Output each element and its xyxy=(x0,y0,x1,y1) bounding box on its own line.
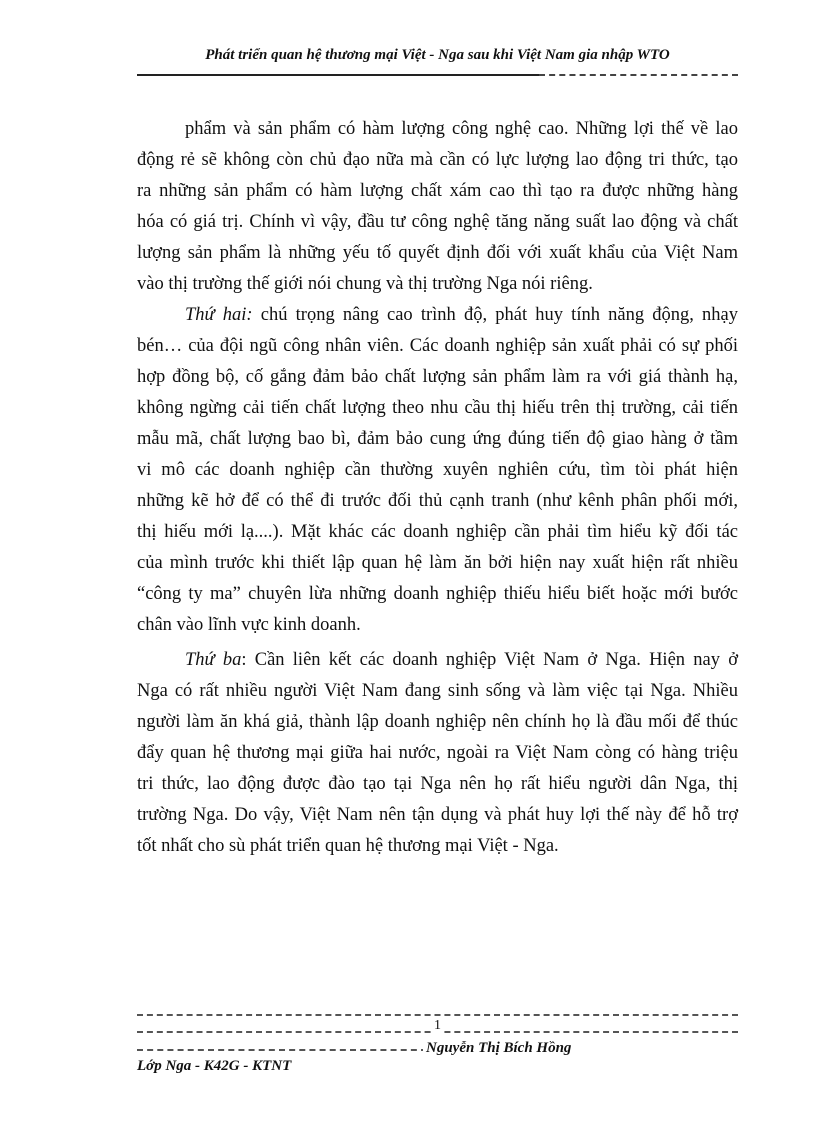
text-line xyxy=(137,707,738,738)
footer-author: Nguyễn Thị Bích Hồng xyxy=(423,1040,571,1057)
line-text: thị hiếu mới lạ....). Mặt khác các doanh nghiệp cần phải tìm hiểu kỹ đối tác xyxy=(137,522,738,542)
line-text: hợp đồng bộ, cố gắng đảm bảo chất lượng sản phẩm làm ra với giá thành hạ, xyxy=(137,367,738,387)
document-body xyxy=(137,114,738,862)
text-line xyxy=(137,517,738,548)
text-line xyxy=(137,114,738,145)
text-line xyxy=(137,831,738,862)
text-line xyxy=(137,145,738,176)
line-text: vi mô các doanh nghiệp cần thường xuyên nghiên cứu, tìm tòi phát hiện xyxy=(137,460,738,480)
text-line xyxy=(137,207,738,238)
text-line xyxy=(137,238,738,269)
text-line xyxy=(137,769,738,800)
line-text: không ngừng cải tiến chất lượng theo nhu cầu thị hiếu trên thị trường, cải tiến xyxy=(137,398,738,418)
footer-divider xyxy=(137,1014,738,1016)
text-line xyxy=(137,424,738,455)
text-line xyxy=(137,393,738,424)
text-line xyxy=(137,800,738,831)
text-line xyxy=(137,362,738,393)
line-text: bén… của đội ngũ công nhân viên. Các doanh nghiệp sản xuất phải có sự phối xyxy=(137,336,738,356)
line-text: hóa có giá trị. Chính vì vậy, đầu tư công nghệ tăng năng suất lao động và chất xyxy=(137,212,738,232)
footer-class: Lớp Nga - K42G - KTNT xyxy=(137,1058,292,1074)
text-line xyxy=(137,300,738,331)
line-text: động rẻ sẽ không còn chủ đạo nữa mà cần có lực lượng lao động tri thức, tạo xyxy=(137,150,738,170)
text-line xyxy=(137,331,738,362)
paragraph-lead: Thứ hai: xyxy=(185,305,253,325)
paragraph xyxy=(137,114,738,300)
line-text: tri thức, lao động được đào tạo tại Nga nên họ rất hiểu người dân Nga, thị xyxy=(137,774,738,794)
paragraph xyxy=(137,645,738,862)
line-text: phẩm và sản phẩm có hàm lượng công nghệ cao. Những lợi thế về lao xyxy=(185,119,738,139)
line-text: Nga có rất nhiều người Việt Nam đang sinh sống và làm việc tại Nga. Nhiều xyxy=(137,681,738,701)
page-number: 1 xyxy=(434,1018,441,1033)
line-text: chú trọng nâng cao trình độ, phát huy tính năng động, nhạy xyxy=(252,305,739,325)
line-text: lượng sản phẩm là những yếu tố quyết định đối với xuất khẩu của Việt Nam xyxy=(137,243,738,263)
line-text: mẫu mã, chất lượng bao bì, đảm bảo cung ứng đúng tiến độ giao hàng ở tầm xyxy=(137,429,738,449)
text-line xyxy=(137,738,738,769)
line-text: tốt nhất cho sù phát triển quan hệ thương mại Việt - Nga. xyxy=(137,836,559,856)
line-text: những kẽ hở để có thể đi trước đối thủ cạnh tranh (như kênh phân phối mới, xyxy=(137,491,738,511)
text-line xyxy=(137,455,738,486)
text-line xyxy=(137,645,738,676)
line-text: ra những sản phẩm có hàm lượng chất xám cao thì tạo ra được những hàng xyxy=(137,181,738,201)
line-text: đẩy quan hệ thương mại giữa hai nước, ngoài ra Việt Nam còng có hàng triệu xyxy=(137,743,738,763)
line-text: chân vào lĩnh vực kinh doanh. xyxy=(137,615,361,635)
footer-divider xyxy=(137,1049,427,1051)
line-text: : Cần liên kết các doanh nghiệp Việt Nam ở Nga. Hiện nay ở xyxy=(241,650,738,670)
running-header-title: Phát triển quan hệ thương mại Việt - Nga sau khi Việt Nam gia nhập WTO xyxy=(205,47,670,63)
line-text: trường Nga. Do vậy, Việt Nam nên tận dụng và phát huy lợi thế này để hỗ trợ xyxy=(137,805,738,825)
line-text: của mình trước khi thiết lập quan hệ làm ăn bởi hiện nay xuất hiện rất nhiều xyxy=(137,553,738,573)
paragraph-lead: Thứ ba xyxy=(185,650,242,670)
text-line xyxy=(137,486,738,517)
header-rule xyxy=(137,74,738,76)
text-line xyxy=(137,176,738,207)
line-text: người làm ăn khá giả, thành lập doanh nghiệp nên chính họ là đầu mối để thúc xyxy=(137,712,738,732)
text-line xyxy=(137,548,738,579)
paragraph xyxy=(137,300,738,641)
line-text: vào thị trường thế giới nói chung và thị trường Nga nói riêng. xyxy=(137,274,593,294)
text-line xyxy=(137,610,738,641)
text-line xyxy=(137,676,738,707)
text-line xyxy=(137,269,738,300)
line-text: “công ty ma” chuyên lừa những doanh nghiệp thiếu hiểu biết hoặc mới bước xyxy=(137,584,738,604)
text-line xyxy=(137,579,738,610)
